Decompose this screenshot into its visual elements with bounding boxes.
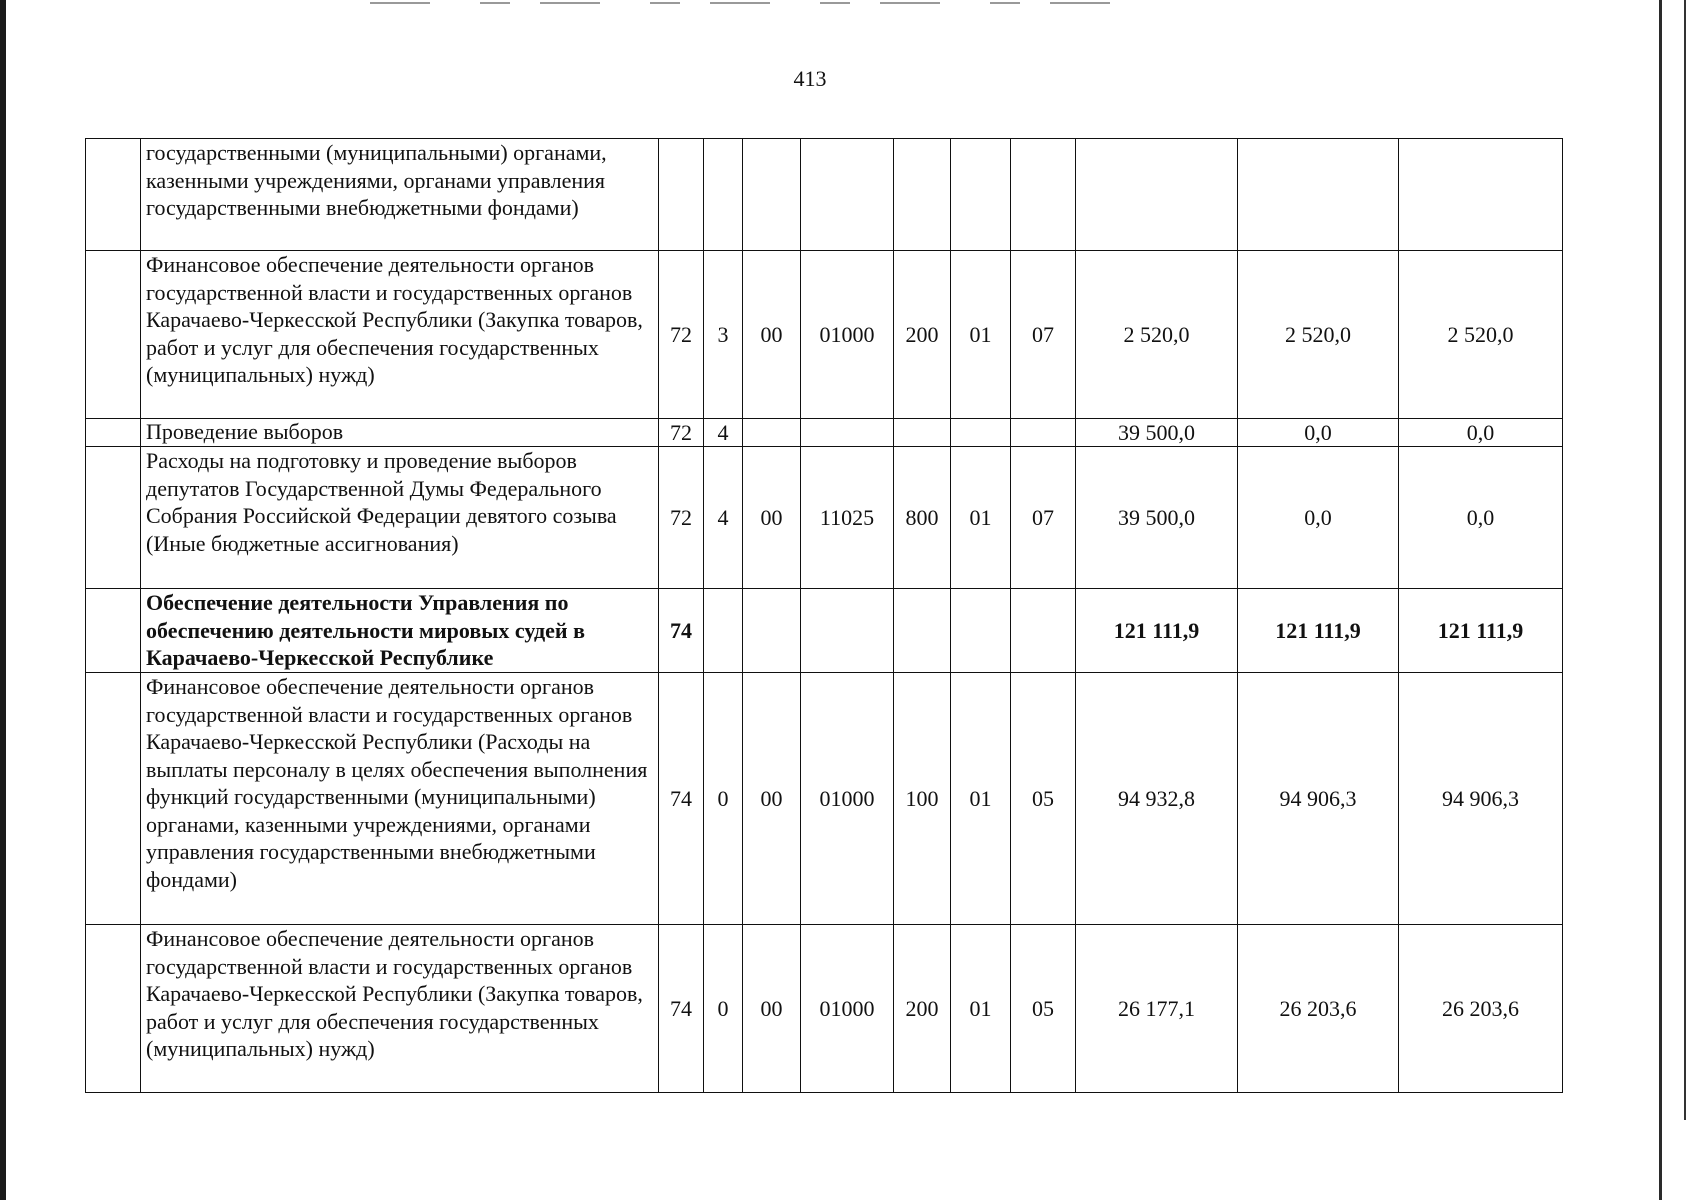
amount-cell: 0,0: [1238, 447, 1399, 589]
code-cell: [1011, 589, 1076, 673]
code-cell: 800: [894, 447, 951, 589]
code-cell: 4: [704, 419, 743, 447]
code-cell: [801, 139, 894, 251]
budget-table: [85, 138, 1563, 1093]
amount-cell: 26 203,6: [1399, 925, 1563, 1093]
empty-cell: [86, 251, 141, 419]
code-cell: 01: [951, 251, 1011, 419]
code-cell: 3: [704, 251, 743, 419]
row-description: Финансовое обеспечение деятельности органов государственной власти и государственных органов Карачаево-Черкесской Республики (Расходы на выплаты персоналу в целях обеспечения выполнения функций государственными (муниципальными) органами, казенными учреждениями, органами управления государственными внебюджетными фондами): [141, 673, 659, 925]
code-cell: 72: [659, 419, 704, 447]
code-cell: [894, 419, 951, 447]
amount-cell: 39 500,0: [1076, 419, 1238, 447]
scan-artifact-top: [370, 2, 1150, 4]
table-row: [86, 589, 1563, 673]
code-cell: 72: [659, 251, 704, 419]
amount-cell: 94 906,3: [1238, 673, 1399, 925]
table-row: [86, 419, 1563, 447]
amount-cell: 2 520,0: [1076, 251, 1238, 419]
code-cell: 0: [704, 673, 743, 925]
empty-cell: [86, 419, 141, 447]
code-cell: [1011, 139, 1076, 251]
code-cell: [1011, 419, 1076, 447]
code-cell: 00: [743, 447, 801, 589]
amount-cell: [1238, 139, 1399, 251]
code-cell: 01: [951, 673, 1011, 925]
code-cell: [743, 419, 801, 447]
code-cell: 100: [894, 673, 951, 925]
code-cell: [951, 589, 1011, 673]
amount-cell: 121 111,9: [1238, 589, 1399, 673]
code-cell: 07: [1011, 251, 1076, 419]
code-cell: 00: [743, 673, 801, 925]
row-description: государственными (муниципальными) органами, казенными учреждениями, органами управления государственными внебюджетными фондами): [141, 139, 659, 251]
scan-edge-right-outer: [1684, 0, 1686, 1120]
amount-cell: 0,0: [1399, 447, 1563, 589]
page-number: 413: [793, 66, 827, 91]
code-cell: 05: [1011, 673, 1076, 925]
code-cell: [951, 419, 1011, 447]
code-cell: [704, 589, 743, 673]
code-cell: [894, 589, 951, 673]
row-description: Расходы на подготовку и проведение выборов депутатов Государственной Думы Федерального Собрания Российской Федерации девятого созыва (Иные бюджетные ассигнования): [141, 447, 659, 589]
amount-cell: 26 177,1: [1076, 925, 1238, 1093]
code-cell: [894, 139, 951, 251]
code-cell: 07: [1011, 447, 1076, 589]
row-description: Проведение выборов: [141, 419, 659, 447]
row-description: Обеспечение деятельности Управления по обеспечению деятельности мировых судей в Карачаево-Черкесской Республике: [141, 589, 659, 673]
row-description: Финансовое обеспечение деятельности органов государственной власти и государственных органов Карачаево-Черкесской Республики (Закупка товаров, работ и услуг для обеспечения государственных (муниципальных) нужд): [141, 251, 659, 419]
code-cell: 200: [894, 251, 951, 419]
code-cell: 01000: [801, 673, 894, 925]
amount-cell: 0,0: [1399, 419, 1563, 447]
scan-edge-left: [0, 0, 6, 1200]
empty-cell: [86, 139, 141, 251]
code-cell: 11025: [801, 447, 894, 589]
empty-cell: [86, 673, 141, 925]
code-cell: 74: [659, 589, 704, 673]
code-cell: 4: [704, 447, 743, 589]
amount-cell: 2 520,0: [1238, 251, 1399, 419]
amount-cell: 94 906,3: [1399, 673, 1563, 925]
code-cell: [801, 419, 894, 447]
code-cell: 74: [659, 673, 704, 925]
amount-cell: 121 111,9: [1076, 589, 1238, 673]
code-cell: 01000: [801, 925, 894, 1093]
code-cell: 01: [951, 925, 1011, 1093]
code-cell: 00: [743, 251, 801, 419]
code-cell: [704, 139, 743, 251]
code-cell: 72: [659, 447, 704, 589]
code-cell: [801, 589, 894, 673]
code-cell: 200: [894, 925, 951, 1093]
amount-cell: [1399, 139, 1563, 251]
code-cell: 05: [1011, 925, 1076, 1093]
amount-cell: 94 932,8: [1076, 673, 1238, 925]
empty-cell: [86, 925, 141, 1093]
table-row: [86, 447, 1563, 589]
amount-cell: [1076, 139, 1238, 251]
empty-cell: [86, 447, 141, 589]
code-cell: 00: [743, 925, 801, 1093]
table-row: [86, 139, 1563, 251]
table-row: [86, 925, 1563, 1093]
code-cell: [743, 139, 801, 251]
amount-cell: 39 500,0: [1076, 447, 1238, 589]
code-cell: 01: [951, 447, 1011, 589]
table-row: [86, 251, 1563, 419]
amount-cell: 26 203,6: [1238, 925, 1399, 1093]
amount-cell: 121 111,9: [1399, 589, 1563, 673]
scan-edge-right: [1659, 0, 1662, 1200]
empty-cell: [86, 589, 141, 673]
amount-cell: 2 520,0: [1399, 251, 1563, 419]
code-cell: [951, 139, 1011, 251]
row-description: Финансовое обеспечение деятельности органов государственной власти и государственных органов Карачаево-Черкесской Республики (Закупка товаров, работ и услуг для обеспечения государственных (муниципальных) нужд): [141, 925, 659, 1093]
code-cell: 01000: [801, 251, 894, 419]
code-cell: 74: [659, 925, 704, 1093]
code-cell: 0: [704, 925, 743, 1093]
code-cell: [659, 139, 704, 251]
table-row: [86, 673, 1563, 925]
code-cell: [743, 589, 801, 673]
amount-cell: 0,0: [1238, 419, 1399, 447]
